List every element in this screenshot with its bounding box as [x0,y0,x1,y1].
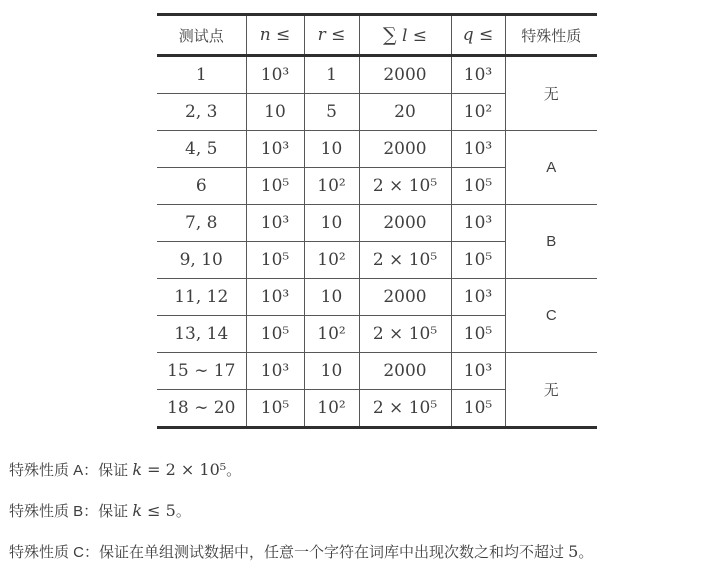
note-a-text: 特殊性质 A：保证 [9,462,133,479]
cell-tests: 6 [157,168,246,205]
cell-tests: 4, 5 [157,131,246,168]
cell-n: 10 [246,94,304,131]
table-header [157,15,597,56]
col-header-suml [359,15,451,56]
cell-n: 10⁵ [246,168,304,205]
note-a-period: 。 [226,462,242,479]
note-c-math: 5 [568,542,579,561]
cell-r: 1 [304,56,359,94]
cell-tests: 9, 10 [157,242,246,279]
note-special-b [9,501,593,521]
note-special-a [9,460,593,480]
var-q: q [462,25,474,45]
cell-special-group-3: B [505,205,597,279]
col-header-special: 特殊性质 [505,15,597,56]
cell-special-group-5: 无 [505,353,597,428]
cell-r: 5 [304,94,359,131]
cell-n: 10³ [246,205,304,242]
cell-suml: 2 × 10⁵ [359,390,451,428]
table-row-7 [157,279,597,316]
cell-r: 10 [304,279,359,316]
cell-q: 10³ [451,279,505,316]
cell-tests: 15 ∼ 17 [157,353,246,390]
le-symbol: ≤ [331,25,346,45]
cell-n: 10³ [246,131,304,168]
sigma-symbol: ∑ [382,24,397,46]
cell-tests: 18 ∼ 20 [157,390,246,428]
cell-q: 10³ [451,353,505,390]
cell-n: 10³ [246,56,304,94]
cell-q: 10³ [451,131,505,168]
note-b-math: ≤ 5 [142,501,176,520]
le-symbol: ≤ [479,25,494,45]
cell-n: 10⁵ [246,316,304,353]
col-header-n [246,15,304,56]
cell-suml: 2000 [359,131,451,168]
table-row-5 [157,205,597,242]
constraints-table [157,13,597,429]
note-special-c [9,542,593,562]
note-a-math: = 2 × 10⁵ [142,460,227,479]
table-row-1 [157,56,597,94]
cell-q: 10⁵ [451,316,505,353]
note-a-var: k [132,460,143,479]
table-row-3 [157,131,597,168]
cell-q: 10³ [451,205,505,242]
var-n: n [259,25,271,45]
table-row-9 [157,353,597,390]
cell-q: 10⁵ [451,168,505,205]
cell-q: 10² [451,94,505,131]
cell-suml: 2000 [359,56,451,94]
col-header-tests: 测试点 [157,15,246,56]
cell-special-group-2: A [505,131,597,205]
cell-r: 10 [304,205,359,242]
cell-r: 10² [304,316,359,353]
le-symbol: ≤ [412,26,428,46]
cell-q: 10⁵ [451,390,505,428]
cell-tests: 2, 3 [157,94,246,131]
table-body [157,56,597,428]
cell-suml: 2000 [359,279,451,316]
note-c-period: 。 [578,544,594,561]
cell-r: 10² [304,390,359,428]
cell-q: 10⁵ [451,242,505,279]
col-header-q [451,15,505,56]
var-l: l [401,26,408,46]
header-row [157,15,597,56]
cell-n: 10³ [246,353,304,390]
cell-special-group-4: C [505,279,597,353]
note-c-text: 特殊性质 C：保证在单组测试数据中，任意一个字符在词库中出现次数之和均不超过 [9,544,569,561]
cell-tests: 13, 14 [157,316,246,353]
cell-r: 10 [304,353,359,390]
cell-n: 10⁵ [246,242,304,279]
cell-special-group-1: 无 [505,56,597,131]
note-b-period: 。 [175,503,191,520]
cell-suml: 2000 [359,205,451,242]
cell-suml: 20 [359,94,451,131]
cell-suml: 2 × 10⁵ [359,242,451,279]
cell-r: 10² [304,242,359,279]
special-properties-notes [9,460,593,579]
cell-tests: 11, 12 [157,279,246,316]
var-r: r [317,25,326,45]
cell-suml: 2000 [359,353,451,390]
le-symbol: ≤ [276,25,291,45]
cell-tests: 7, 8 [157,205,246,242]
cell-r: 10² [304,168,359,205]
cell-n: 10³ [246,279,304,316]
note-b-var: k [132,501,143,520]
note-b-text: 特殊性质 B：保证 [9,503,133,520]
cell-suml: 2 × 10⁵ [359,168,451,205]
cell-suml: 2 × 10⁵ [359,316,451,353]
cell-q: 10³ [451,56,505,94]
cell-n: 10⁵ [246,390,304,428]
cell-r: 10 [304,131,359,168]
col-header-r [304,15,359,56]
cell-tests: 1 [157,56,246,94]
